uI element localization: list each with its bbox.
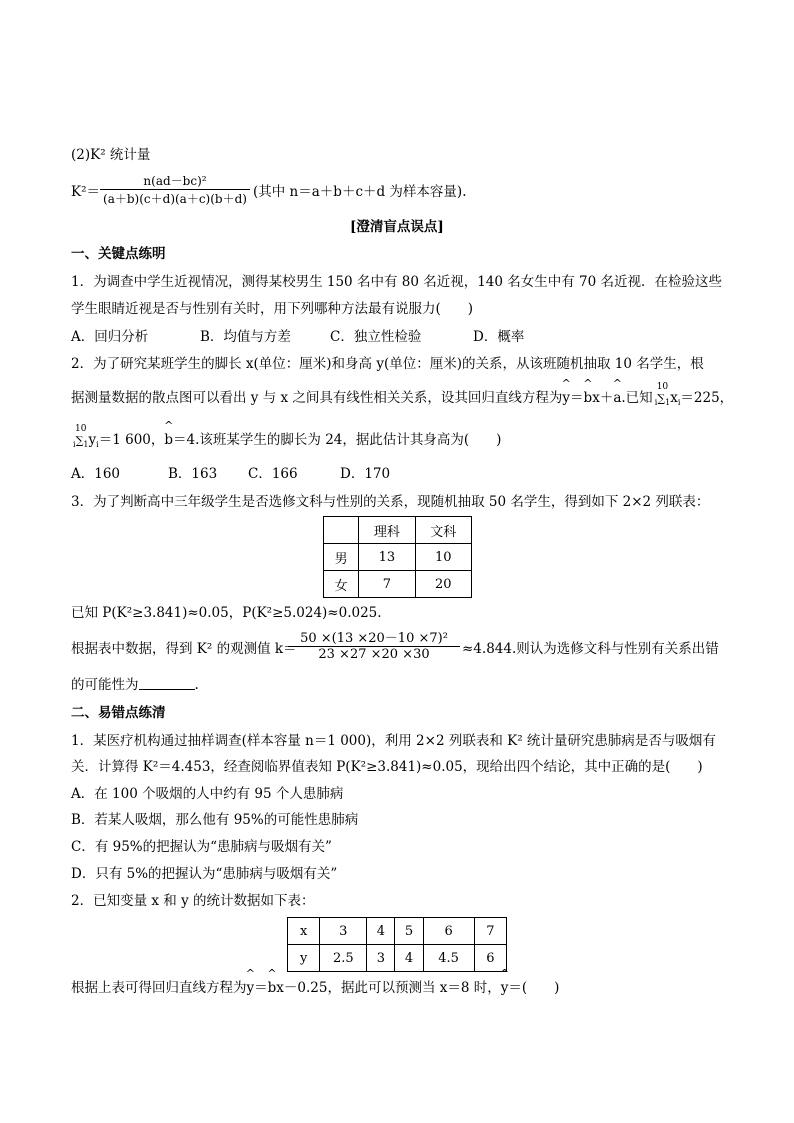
q3-calc-prefix: 根据表中数据，得到 K² 的观测值 k＝: [71, 641, 297, 657]
q1-line2: 学生眼睛近视是否与性别有关时，用下列哪种方法最有说服力( ): [71, 301, 474, 317]
q3-calc-suffix: ≈4.844.则认为选修文科与性别有关系出错: [462, 641, 719, 657]
b-hat: ^ b: [164, 419, 174, 448]
q2-option-d: D．170: [340, 466, 391, 482]
formula-lhs: K²＝: [71, 184, 100, 200]
sum-symbol: 10 $_i\sum_1$: [73, 424, 89, 449]
part2-heading: 二、易错点练清: [71, 705, 166, 721]
contingency-table: [323, 516, 472, 598]
q2-line2-text: 据测量数据的散点图可以看出 y 与 x 之间具有线性相关关系，设其回归直线方程为: [71, 390, 563, 406]
q3-line1: 3．为了判断高中三年级学生是否选修文科与性别的关系，现随机抽取 50 名学生，得到如下 2×2 列联表：: [71, 494, 710, 510]
section-title: [澄清盲点误点]: [350, 219, 444, 235]
table-row: y 2.5 3 4 4.5 6: [288, 945, 507, 972]
q2-line2: 据测量数据的散点图可以看出 y 与 x 之间具有线性相关关系，设其回归直线方程为 ^ y＝ ^ bx＋ ^ a.已知 10 $_i\sum_1x_i=225$，: [71, 389, 733, 412]
formula-heading: (2)K² 统计量: [71, 147, 151, 163]
p2-q1-line2: 关．计算得 K²＝4.453，经查阅临界值表知 P(K²≥3.841)≈0.05，现给出四个结论，其中正确的是( ): [71, 759, 703, 775]
answer-blank[interactable]: [139, 677, 195, 690]
q1-option-c: C．独立性检验: [330, 329, 422, 345]
observed-value-fraction: 50 ×(13 ×20－10 ×7)² 23 ×27 ×20 ×30: [288, 627, 460, 662]
y-hat: ^ y: [561, 377, 571, 406]
formula-fraction: [100, 172, 250, 207]
q2-line1: 2．为了研究某班学生的脚长 x(单位：厘米)和身高 y(单位：厘米)的关系，从该班随机抽取 10 名学生，根: [71, 356, 704, 372]
b-hat: ^ b: [583, 377, 593, 406]
p2-q1-option-c: C．有 95%的把握认为“患肺病与吸烟有关”: [71, 839, 332, 855]
statistics-table: [287, 917, 507, 972]
q1-option-b: B．均值与方差: [200, 329, 291, 345]
table-row: x 3 4 5 6 7: [288, 918, 507, 945]
q2-option-b: B．163: [168, 466, 218, 482]
formula-numerator: n(ad－bc)²: [143, 174, 207, 188]
table-row: 女 7 20: [324, 571, 472, 598]
p2-q2-last: 根据上表可得回归直线方程为 ^ y＝ ^ bx－0.25，据此可以预测当 x＝8 时， ^ y＝( ): [71, 967, 560, 996]
table-row: 男 13 10: [324, 544, 472, 571]
formula-note: (其中 n＝a＋b＋c＋d 为样本容量).: [253, 184, 467, 200]
q1-line1: 1．为调查中学生近视情况，测得某校男生 150 名中有 80 名近视，140 名女生中有 70 名近视．在检验这些: [71, 274, 723, 290]
q2-line3: 10 $_i\sum_1y_i=1$ 600， ^ b＝4.该班某学生的脚长为 24，据此估计其身高为( ): [71, 431, 501, 454]
p2-q1-line1: 1．某医疗机构通过抽样调查(样本容量 n＝1 000)，利用 2×2 列联表和 K² 统计量研究患肺病是否与吸烟有: [71, 733, 716, 749]
sum-symbol: 10 $_i\sum_1$: [654, 382, 671, 407]
q3-line-last: 的可能性为 .: [71, 677, 199, 693]
table-row: 理科 文科: [324, 517, 472, 544]
y-hat: ^ y: [245, 967, 255, 996]
q3-known: 已知 P(K²≥3.841)≈0.05，P(K²≥5.024)≈0.025.: [71, 605, 382, 621]
b-hat: ^ b: [267, 967, 277, 996]
part1-heading: 一、关键点练明: [71, 246, 166, 262]
q1-option-d: D．概率: [473, 329, 525, 345]
y-hat: ^ y: [499, 967, 510, 996]
formula-denominator: (a＋b)(c＋d)(a＋c)(b＋d): [103, 192, 247, 206]
q2-option-c: C．166: [248, 466, 298, 482]
p2-q1-option-b: B．若某人吸烟，那么他有 95%的可能性患肺病: [71, 812, 359, 828]
p2-q1-option-d: D．只有 5%的把握认为“患肺病与吸烟有关”: [71, 866, 338, 882]
q1-option-a: A．回归分析: [71, 329, 149, 345]
p2-q2-line1: 2．已知变量 x 和 y 的统计数据如下表：: [71, 893, 315, 909]
a-hat: ^ a: [612, 377, 622, 406]
q2-option-a: A．160: [71, 466, 121, 482]
p2-q1-option-a: A．在 100 个吸烟的人中约有 95 个人患肺病: [71, 786, 344, 802]
